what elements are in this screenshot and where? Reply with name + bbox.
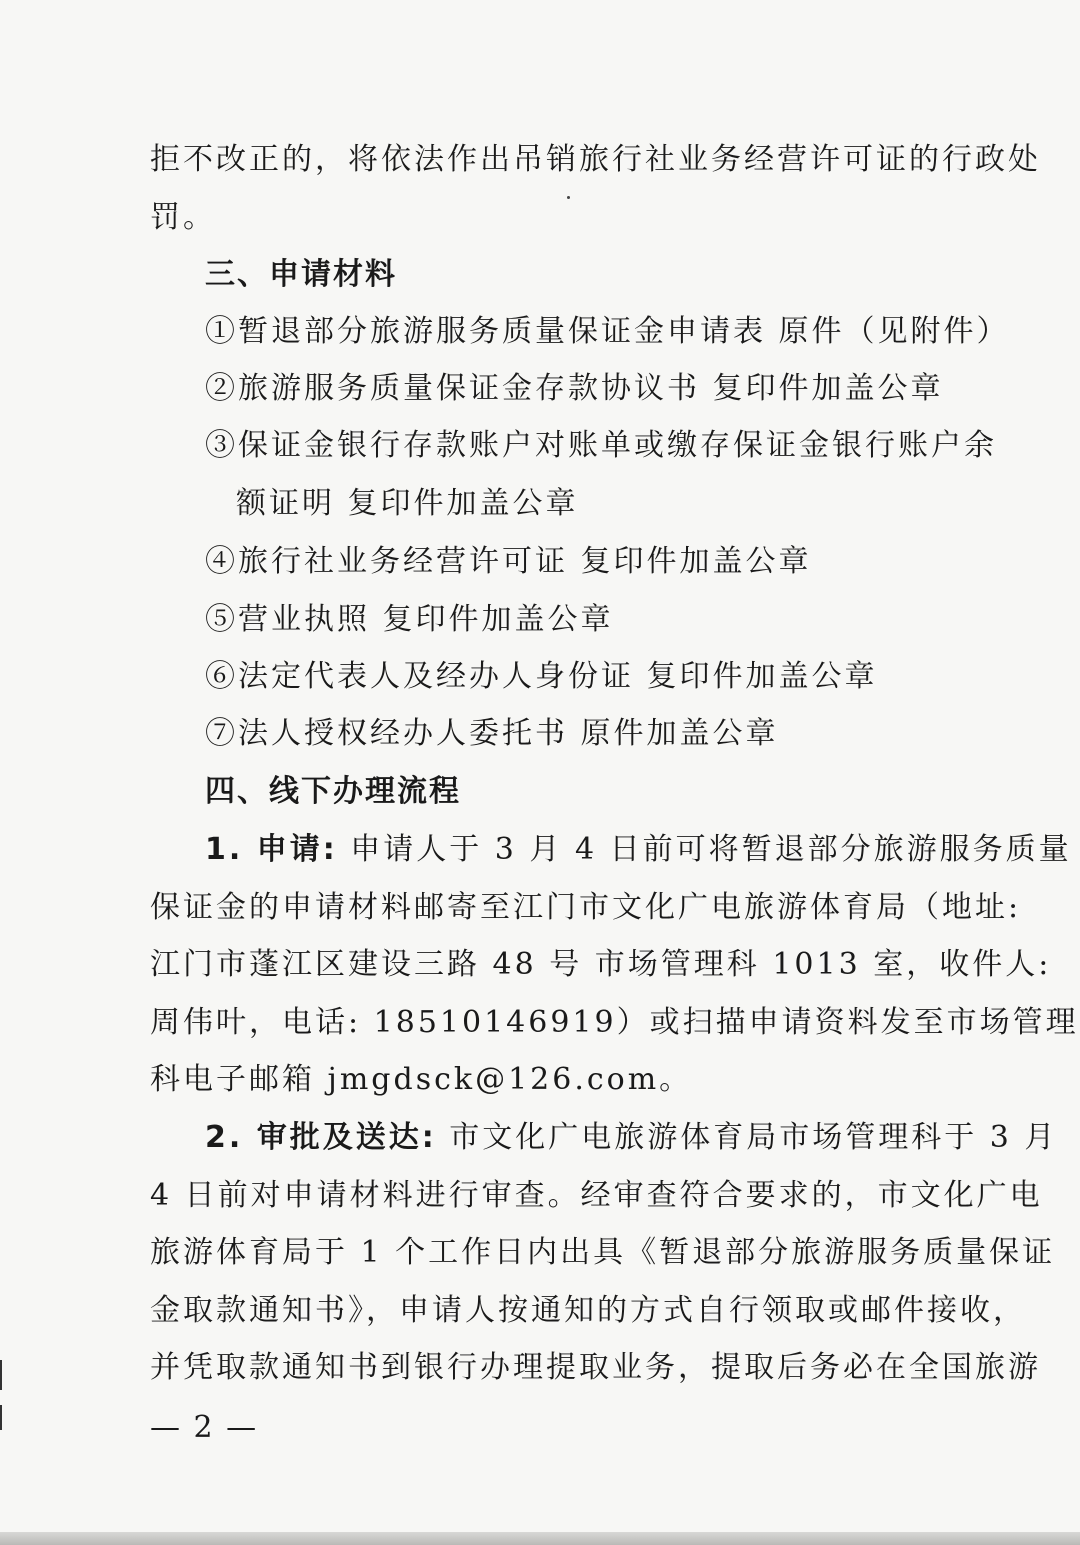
section-heading-process: 四、线下办理流程 [205,774,461,809]
scan-edge-mark [0,1360,2,1390]
list-item: ⑥法定代表人及经办人身份证 复印件加盖公章 [205,659,878,694]
body-line: 并凭取款通知书到银行办理提取业务，提取后务必在全国旅游 [150,1350,1041,1385]
step2-label: 2. 审批及送达: [205,1120,437,1155]
step1-label: 1. 申请: [205,832,338,867]
step2-text: 市文化广电旅游体育局市场管理科于 3 月 [436,1120,1058,1155]
body-line: 江门市蓬江区建设三路 48 号 市场管理科 1013 室，收件人: [150,947,1052,982]
section-heading-materials: 三、申请材料 [205,257,397,292]
step1-first-line [205,830,1072,870]
list-item: ②旅游服务质量保证金存款协议书 复印件加盖公章 [205,371,944,406]
list-item: ⑦法人授权经办人委托书 原件加盖公章 [205,716,779,751]
scan-speck [567,196,570,199]
page-number: — 2 — [150,1410,259,1445]
body-line: 科电子邮箱 jmgdsck@126.com。 [150,1062,693,1097]
list-item: 额证明 复印件加盖公章 [236,486,579,521]
list-item: ①暂退部分旅游服务质量保证金申请表 原件（见附件） [205,314,1010,349]
body-line: 旅游体育局于 1 个工作日内出具《暂退部分旅游服务质量保证 [150,1235,1056,1270]
body-line: 周伟叶，电话: 18510146919）或扫描申请资料发至市场管理 [150,1005,1079,1040]
list-item: ③保证金银行存款账户对账单或缴存保证金银行账户余 [205,428,997,463]
body-line: 金取款通知书》，申请人按通知的方式自行领取或邮件接收， [150,1293,1026,1328]
step2-first-line [205,1118,1057,1158]
scan-edge-mark [0,1405,2,1430]
step1-text: 申请人于 3 月 4 日前可将暂退部分旅游服务质量 [337,832,1072,867]
body-line: 罚。 [150,200,216,235]
body-line: 拒不改正的，将依法作出吊销旅行社业务经营许可证的行政处 [150,142,1041,177]
list-item: ④旅行社业务经营许可证 复印件加盖公章 [205,544,812,579]
scan-bottom-edge [0,1532,1080,1545]
body-line: 4 日前对申请材料进行审查。经审查符合要求的，市文化广电 [150,1178,1043,1213]
list-item: ⑤营业执照 复印件加盖公章 [205,602,614,637]
body-line: 保证金的申请材料邮寄至江门市文化广电旅游体育局（地址: [150,890,1022,925]
